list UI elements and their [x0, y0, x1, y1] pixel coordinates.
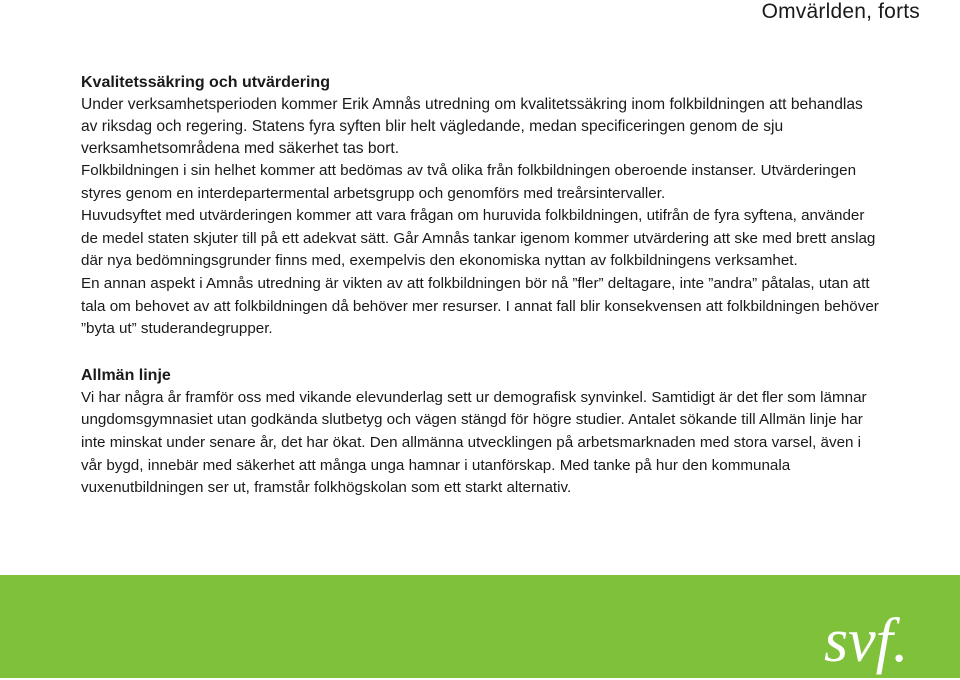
svf-logo-mark — [822, 585, 932, 675]
page-title: Omvärlden, forts — [761, 0, 920, 23]
paragraph: En annan aspekt i Amnås utredning är vikten av att folkbildningen bör nå ”fler” deltagare, inte ”andra” påtalas, utan att tala om behovet av att folkbildningen då behöver mer resurser. I annat fall blir konsekvensen att folkbildningen behöver ”byta ut” studerandegrupper. — [81, 274, 879, 338]
section-quality — [81, 72, 881, 341]
paragraph: Under verksamhetsperioden kommer Erik Amnås utredning om kvalitetssäkring inom folkbildningen att behandlas av riksdag och regering. Statens fyra syften blir helt vägledande, medan specificeringen genom de sju verksamhetsområdena med säkerhet tas bort. — [81, 96, 863, 157]
section-general-line — [81, 365, 881, 500]
logo-text: svf. — [824, 607, 909, 675]
section-heading: Allmän linje — [81, 366, 171, 384]
footer-band — [0, 575, 960, 678]
svf-logo — [822, 585, 932, 675]
paragraph: Folkbildningen i sin helhet kommer att bedömas av två olika från folkbildningen oberoende instanser. Utvärderingen styres genom en interdepartermental arbetsgrupp och genomförs med treårsintervaller. — [81, 162, 857, 202]
paragraph: Vi har några år framför oss med vikande elevunderlag sett ur demografisk synvinkel. Samtidigt är det fler som lämnar ungdomsgymnasiet utan godkända slutbetyg och vägen stängd för högre studier. Antalet sökande till Allmän linje har inte minskat under senare år, det har ökat. Den allmänna utvecklingen på arbetsmarknaden med stora varsel, även i vår bygd, innebär med säkerhet att många unga hamnar i utanförskap. Med tanke på hur den kommunala vuxenutbildningen ser ut, framstår folkhögskolan som ett starkt alternativ. — [81, 388, 867, 497]
paragraph: Huvudsyftet med utvärderingen kommer att vara frågan om huruvida folkbildningen, utifrån de fyra syftena, använder de medel staten skjuter till på ett adekvat sätt. Går Amnås tankar igenom kommer utvärdering att ske med brett anslag där nya bedömningsgrunder finns med, exempelvis den ekonomiska nyttan av folkbildningens verksamhet. — [81, 207, 876, 270]
document-body — [81, 72, 881, 500]
section-heading: Kvalitetssäkring och utvärdering — [81, 74, 330, 91]
